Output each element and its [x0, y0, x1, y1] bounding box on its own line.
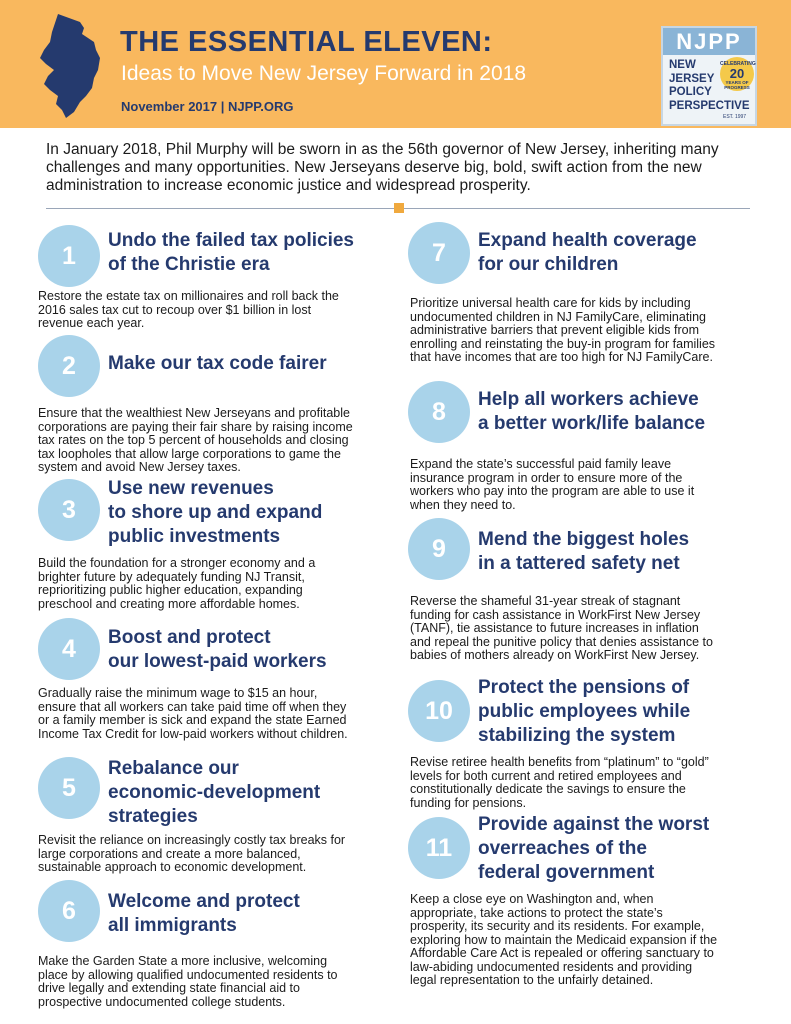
- item-number-circle: 10: [408, 680, 470, 742]
- item-heading: Undo the failed tax policies of the Christie era: [108, 230, 354, 275]
- item-heading: Rebalance our economic-development strategies: [108, 758, 321, 827]
- item-heading: Mend the biggest holes in a tattered safety net: [478, 529, 690, 574]
- page-title: THE ESSENTIAL ELEVEN:: [120, 26, 493, 58]
- item-number-circle: 1: [38, 225, 100, 287]
- item-description: Prioritize universal health care for kids by including undocumented children in NJ FamilyCare, eliminating administrative barriers that prevent eligible kids from enrolling and reinstating the buy-in program for families that have incomes that are too high for NJ FamilyCare.: [410, 296, 716, 364]
- logo-est: EST. 1997: [723, 114, 747, 120]
- page-subtitle: Ideas to Move New Jersey Forward in 2018: [121, 62, 527, 85]
- dateline: November 2017 | NJPP.ORG: [121, 99, 294, 114]
- item-heading: Make our tax code fairer: [108, 353, 327, 374]
- item-description: Keep a close eye on Washington and, when appropriate, take actions to protect the state’s prosperity, its security and its residents. For example, exploring how to maintain the Medicaid expansion if the Affordable Care Act is repealed or offering sanctuary to law-abiding undocumented residents and providing legal representation to the unfairly detained.: [410, 892, 718, 987]
- item-description: Gradually raise the minimum wage to $15 an hour, ensure that all workers can take paid time off when they or a family member is sick and expand the state Earned Income Tax Credit for low-paid workers without children.: [38, 686, 348, 741]
- divider-ornament: [394, 203, 404, 213]
- item-number-circle: 8: [408, 381, 470, 443]
- item-number-circle: 7: [408, 222, 470, 284]
- item-description: Build the foundation for a stronger economy and a brighter future by adequately funding NJ Transit, reprioritizing public higher education, expanding preschool and creating more affordable homes.: [38, 556, 316, 611]
- item-description: Make the Garden State a more inclusive, welcoming place by allowing qualified undocumented residents to drive legally and extending state financial aid to prospective undocumented college students.: [38, 954, 338, 1009]
- item-heading: Use new revenues to shore up and expand public investments: [108, 478, 323, 547]
- intro-paragraph: In January 2018, Phil Murphy will be sworn in as the 56th governor of New Jersey, inheriting many challenges and many opportunities. New Jerseyans deserve big, bold, swift action from the new administration to increase economic justice and widespread prosperity.: [46, 141, 719, 194]
- item-heading: Boost and protect our lowest-paid workers: [108, 627, 327, 672]
- logo-acronym: NJPP: [663, 28, 755, 55]
- item-description: Expand the state’s successful paid family leave insurance program in order to ensure more of the workers who pay into the program are able to use it when they need to.: [410, 457, 695, 512]
- item-number-circle: 5: [38, 757, 100, 819]
- new-jersey-map-icon: [36, 12, 106, 120]
- item-heading: Help all workers achieve a better work/life balance: [478, 389, 706, 434]
- anniversary-badge: CELEBRATING 20 YEARS OF PROGRESS: [720, 57, 754, 91]
- item-heading: Provide against the worst overreaches of the federal government: [478, 814, 710, 883]
- item-number-circle: 2: [38, 335, 100, 397]
- item-description: Ensure that the wealthiest New Jerseyans and profitable corporations are paying their fair share by raising income tax rates on the top 5 percent of households and closing tax loopholes that allow large corporations to game the system and avoid New Jersey taxes.: [38, 406, 353, 474]
- logo-name: NEW JERSEY POLICY PERSPECTIVE: [669, 59, 750, 112]
- header-banner: [0, 0, 791, 128]
- item-heading: Expand health coverage for our children: [478, 230, 697, 275]
- item-number-circle: 9: [408, 518, 470, 580]
- item-heading: Protect the pensions of public employees while stabilizing the system: [478, 677, 691, 746]
- njpp-logo: [661, 26, 757, 126]
- item-description: Reverse the shameful 31-year streak of stagnant funding for cash assistance in WorkFirst New Jersey (TANF), tie assistance to future increases in inflation and repeal the punitive policy that denies assistance to babies of mothers already on WorkFirst New Jersey.: [410, 594, 713, 662]
- item-number-circle: 6: [38, 880, 100, 942]
- item-heading: Welcome and protect all immigrants: [108, 891, 300, 936]
- item-number-circle: 11: [408, 817, 470, 879]
- item-description: Revisit the reliance on increasingly costly tax breaks for large corporations and create a more balanced, sustainable approach to economic development.: [38, 833, 346, 874]
- item-description: Restore the estate tax on millionaires and roll back the 2016 sales tax cut to recoup over $1 billion in lost revenue each year.: [38, 289, 339, 330]
- item-number-circle: 3: [38, 479, 100, 541]
- item-number-circle: 4: [38, 618, 100, 680]
- item-description: Revise retiree health benefits from “platinum” to “gold” levels for both current and retired employees and constitutionally dedicate the savings to ensure the funding for pensions.: [410, 755, 709, 810]
